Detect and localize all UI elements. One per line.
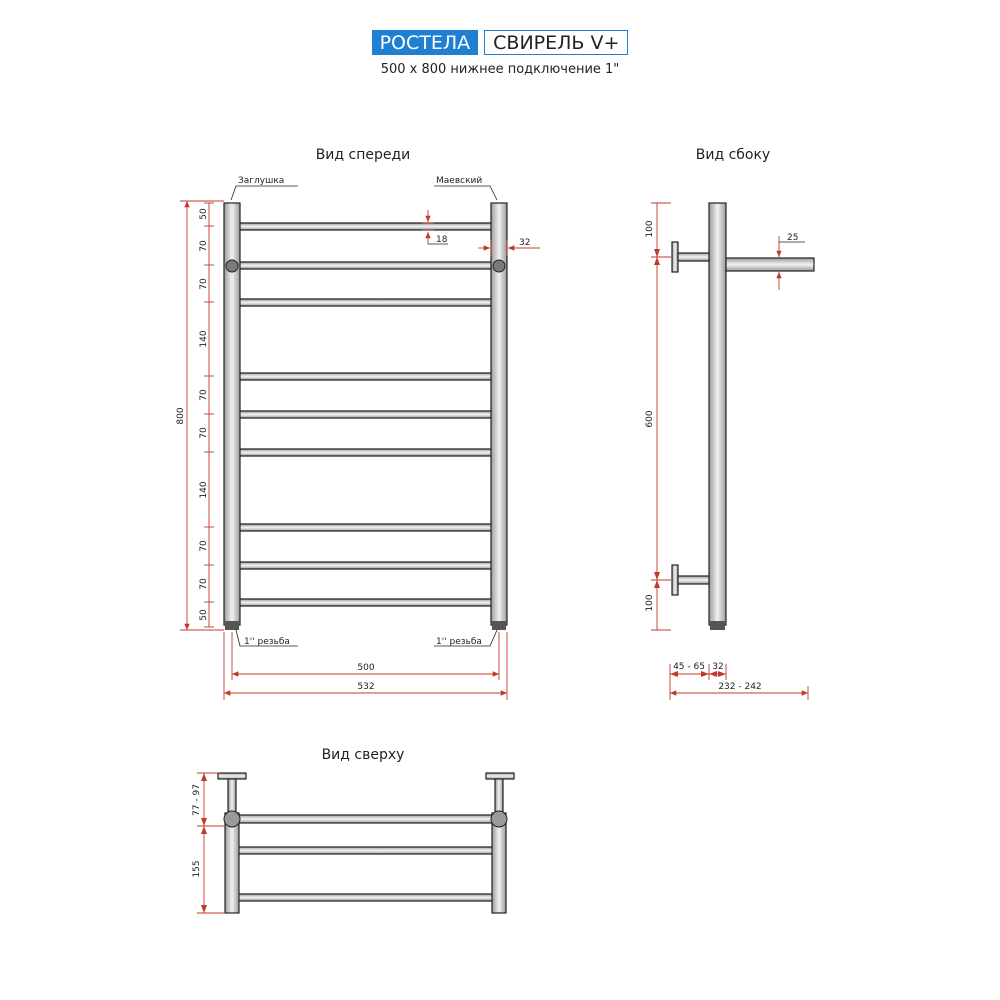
- post-diameter-dim: [478, 240, 540, 256]
- dim-value: 50: [199, 208, 209, 220]
- rung: [236, 223, 496, 230]
- total-height-dim: [180, 201, 224, 630]
- right-thread: [492, 621, 506, 630]
- lower-wall-bracket: [672, 565, 709, 595]
- front-rungs: [236, 223, 496, 606]
- side-post: [709, 203, 726, 625]
- dim-value: 70: [199, 240, 209, 252]
- top-dim-wall: 77 - 97: [192, 784, 202, 816]
- cap-label: Заглушка: [238, 176, 285, 186]
- cap-plug-icon: [226, 260, 238, 272]
- front-view-title: Вид спереди: [315, 147, 411, 163]
- dim-value: 140: [199, 481, 209, 499]
- rung-dia-value: 18: [436, 235, 448, 245]
- width-outer-value: 532: [357, 682, 375, 692]
- left-thread: [225, 621, 239, 630]
- top-view: [192, 747, 514, 913]
- dim-value: 70: [199, 427, 209, 439]
- side-dim-offset: 45 - 65: [673, 662, 705, 672]
- upper-wall-bracket: [672, 242, 709, 272]
- dim-value: 70: [199, 578, 209, 590]
- rung: [236, 562, 496, 569]
- rung: [236, 411, 496, 418]
- dim-value: 70: [199, 540, 209, 552]
- model-badge: СВИРЕЛЬ V+: [484, 30, 628, 55]
- front-view: [176, 147, 540, 700]
- side-rung-dia-value: 25: [787, 233, 799, 243]
- side-dim-mid: 600: [645, 410, 655, 428]
- side-post-thread: [710, 621, 725, 630]
- post-dia-value: 32: [519, 238, 531, 248]
- vertical-chain-dim: [204, 203, 214, 627]
- rung: [236, 449, 496, 456]
- top-rungs: [236, 815, 499, 901]
- top-left-pipe-icon: [224, 811, 240, 827]
- dim-value: 70: [199, 278, 209, 290]
- subtitle: 500 х 800 нижнее подключение 1": [380, 62, 620, 77]
- rung: [236, 299, 496, 306]
- side-view-title: Вид сбоку: [695, 147, 771, 163]
- top-view-title: Вид сверху: [321, 747, 405, 763]
- valve-label: Маевский: [436, 176, 483, 186]
- top-rung: [236, 815, 499, 823]
- side-dim-post: 32: [712, 662, 724, 672]
- dim-value: 140: [199, 330, 209, 348]
- side-dim-bottom: 100: [645, 594, 655, 612]
- brand-badge: РОСТЕЛА: [372, 30, 479, 55]
- top-dim-depth: 155: [192, 860, 202, 878]
- side-rung: [726, 258, 814, 271]
- top-left-post: [225, 813, 239, 913]
- air-valve-icon: [493, 260, 505, 272]
- side-view: [645, 147, 814, 700]
- top-right-post: [492, 813, 506, 913]
- rung: [236, 599, 496, 606]
- dim-value: 50: [199, 609, 209, 621]
- rung: [236, 262, 496, 269]
- rung: [236, 373, 496, 380]
- width-inner-value: 500: [357, 663, 375, 673]
- thread-right-label: 1'' резьба: [436, 637, 482, 647]
- side-dim-depth: 232 - 242: [718, 682, 762, 692]
- top-rung: [236, 894, 499, 901]
- rung: [236, 524, 496, 531]
- top-rung: [236, 847, 499, 854]
- thread-left-label: 1'' резьба: [244, 637, 290, 647]
- top-wall-mounts: [218, 773, 514, 814]
- side-dim-top: 100: [645, 220, 655, 238]
- top-right-pipe-icon: [491, 811, 507, 827]
- dim-value: 70: [199, 389, 209, 401]
- total-height-value: 800: [176, 407, 186, 425]
